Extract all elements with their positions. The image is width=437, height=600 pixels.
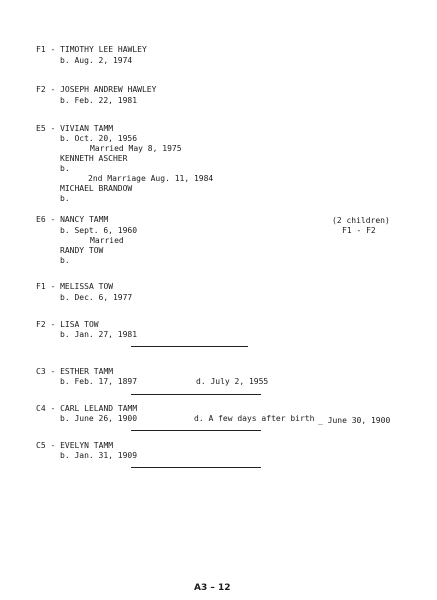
entry-code: E6 — [36, 215, 46, 224]
divider-line — [131, 394, 261, 395]
entry-code: F1 — [36, 282, 46, 291]
divider-line — [131, 346, 248, 347]
entry-code: E5 — [36, 124, 46, 133]
entry-name: LISA TOW — [60, 320, 99, 329]
entry-code: F2 — [36, 320, 46, 329]
entry-code: F2 — [36, 85, 46, 94]
page-number: A3 – 12 — [194, 583, 231, 593]
spouse-birth: b. — [60, 256, 70, 265]
marriage-note: Married May 8, 1975 — [90, 144, 182, 153]
entry-code: F1 — [36, 45, 46, 54]
entry-birth: b. Feb. 17, 1897 — [60, 377, 138, 386]
entry-birth: b. Jan. 27, 1981 — [60, 330, 138, 339]
entry-name: NANCY TAMM — [60, 215, 109, 224]
entry-name: TIMOTHY LEE HAWLEY — [60, 45, 147, 54]
entry-code: C4 — [36, 404, 46, 413]
entry-birth: b. Dec. 6, 1977 — [60, 293, 133, 302]
entry-birth: b. Oct. 20, 1956 — [60, 134, 138, 143]
entry-code: C5 — [36, 441, 46, 450]
entry-birth: b. Aug. 2, 1974 — [60, 56, 133, 65]
entry-name: VIVIAN TAMM — [60, 124, 114, 133]
entry-code: C3 — [36, 367, 46, 376]
spouse-birth: b. — [60, 194, 70, 203]
death-date: June 30, 1900 — [327, 416, 391, 425]
entry-name: ESTHER TAMM — [60, 367, 114, 376]
spouse-name: KENNETH ASCHER — [60, 154, 128, 163]
spouse-birth: b. — [60, 164, 70, 173]
entry-name: MELISSA TOW — [60, 282, 114, 291]
entry-death: d. A few days after birth — [194, 414, 315, 423]
divider-line — [131, 467, 261, 468]
spouse-name: MICHAEL BRANDOW — [60, 184, 133, 193]
entry-birth: b. June 26, 1900 — [60, 414, 138, 423]
entry-name: CARL LELAND TAMM — [60, 404, 138, 413]
marriage-note: Married — [90, 236, 124, 245]
divider-line — [131, 430, 261, 431]
children-count: (2 children) — [332, 216, 390, 225]
entry-birth: b. Sept. 6, 1960 — [60, 226, 138, 235]
spouse-name: RANDY TOW — [60, 246, 104, 255]
entry-death: d. July 2, 1955 — [196, 377, 269, 386]
entry-birth: b. Jan. 31, 1909 — [60, 451, 138, 460]
entry-name: JOSEPH ANDREW HAWLEY — [60, 85, 157, 94]
entry-birth: b. Feb. 22, 1981 — [60, 96, 138, 105]
children-codes: F1 - F2 — [342, 226, 376, 235]
entry-name: EVELYN TAMM — [60, 441, 114, 450]
marriage-note: 2nd Marriage Aug. 11, 1984 — [88, 174, 214, 183]
